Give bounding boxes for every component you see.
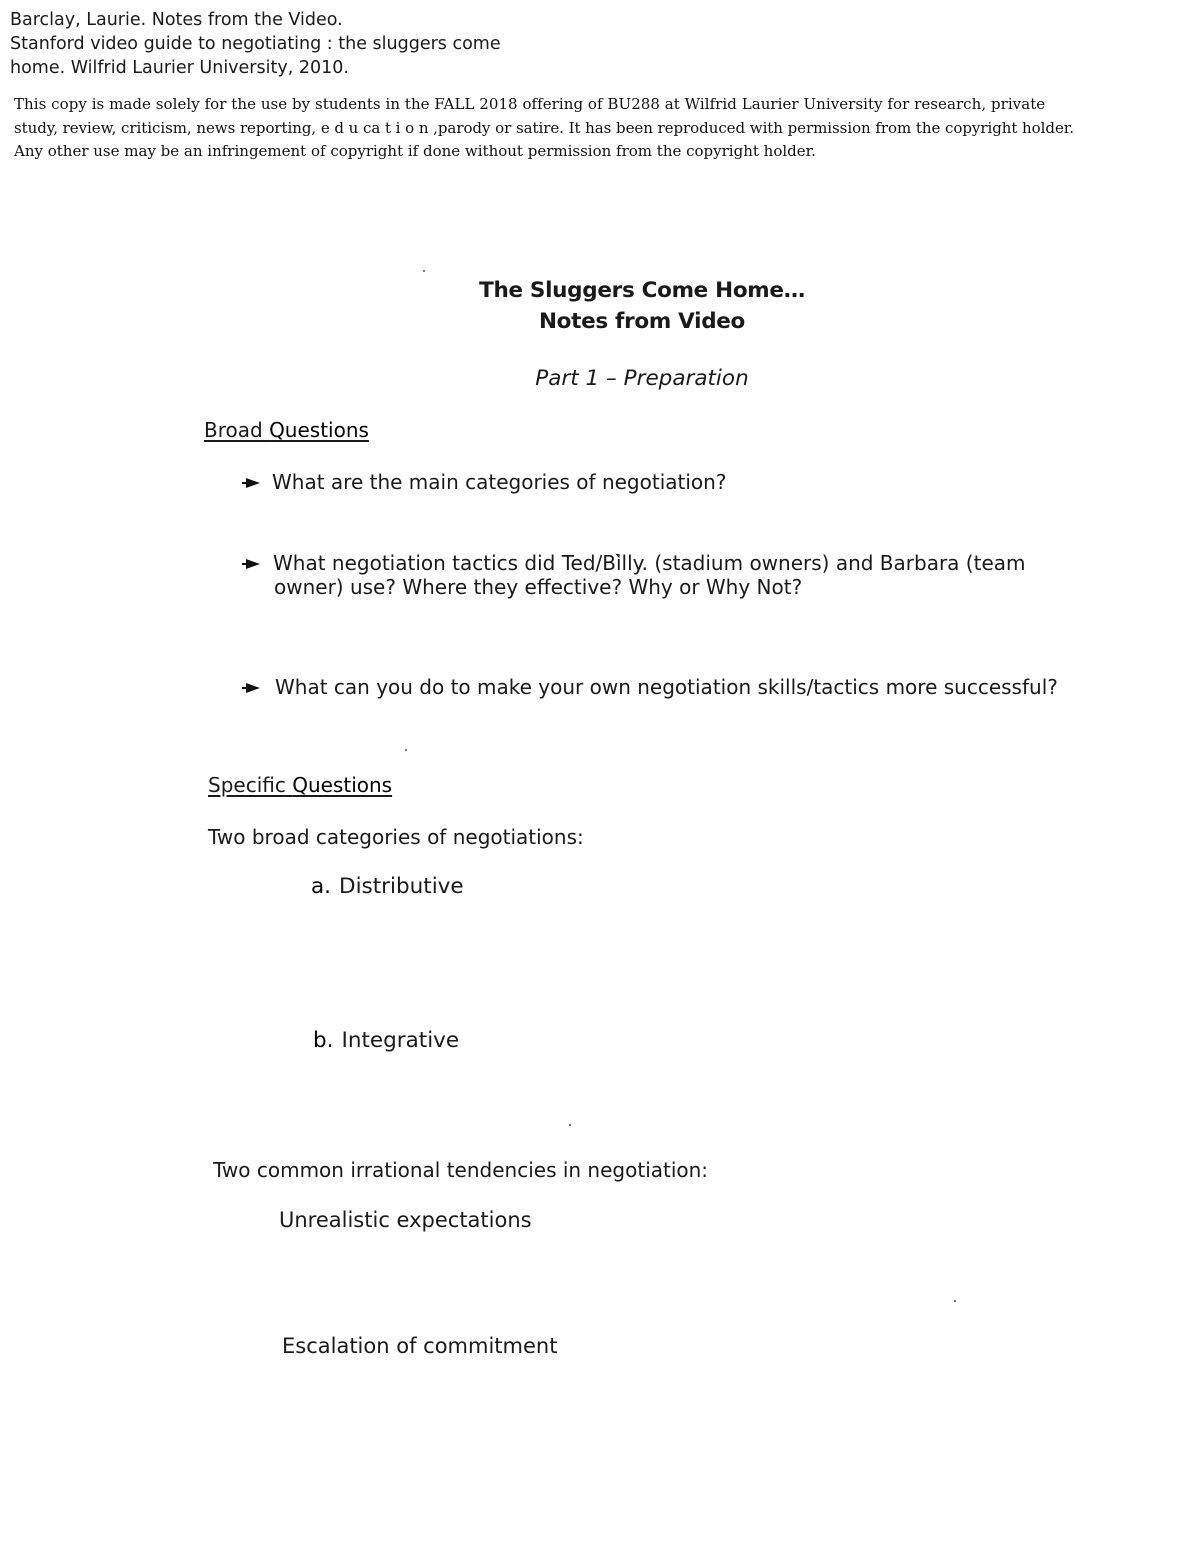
citation-line-3: home. Wilfrid Laurier University, 2010. [10, 58, 349, 78]
broad-question-3: What can you do to make your own negotiation skills/tactics more successful? [275, 675, 1058, 699]
scan-speck [954, 1300, 956, 1302]
page-title-line-2: Notes from Video [538, 309, 746, 334]
category-label: Distributive [339, 874, 464, 899]
citation-block [10, 8, 501, 80]
copyright-notice [14, 93, 1186, 164]
heading-prefix: Broad [204, 418, 270, 442]
broad-questions-heading [204, 418, 369, 442]
tendencies-intro: Two common irrational tendencies in negotiation: [213, 1158, 709, 1182]
page-title-line-1: The Sluggers Come Home… [479, 278, 805, 303]
citation-line-1: Barclay, Laurie. Notes from the Video. [10, 10, 343, 30]
categories-intro: Two broad categories of negotiations: [208, 825, 584, 849]
notice-line-1: This copy is made solely for the use by students in the FALL 2018 offering of BU288 at Wilfrid Laurier University for research, private [14, 95, 1046, 113]
specific-questions-heading [208, 773, 392, 797]
scan-speck [423, 270, 425, 272]
category-a [311, 874, 464, 899]
bullet-arrow-icon [246, 559, 260, 569]
category-b [313, 1028, 459, 1053]
broad-question-2-line-1: What negotiation tactics did Ted/Bi̇̀lly. (stadium owners) and Barbara (team [273, 551, 1026, 575]
heading-main: Questions [292, 773, 393, 797]
heading-prefix: Specific [208, 773, 293, 797]
citation-line-2: Stanford video guide to negotiating : the sluggers come [10, 34, 501, 54]
category-marker: a. [311, 874, 332, 899]
notice-line-2: study, review, criticism, news reporting, e d u ca t i o n ,parody or satire. It has been reproduced with permission from the copyright holder. [14, 118, 1074, 137]
bullet-arrow-icon [246, 478, 260, 488]
notice-line-3: Any other use may be an infringement of copyright if done without permission from the copyright holder. [14, 142, 816, 160]
scan-speck [569, 1124, 571, 1126]
part-heading: Part 1 – Preparation [535, 366, 749, 391]
category-label: Integrative [341, 1028, 460, 1053]
broad-question-1: What are the main categories of negotiation? [272, 470, 727, 494]
scan-speck [405, 749, 407, 751]
heading-main: Questions [269, 418, 369, 442]
tendency-2: Escalation of commitment [282, 1334, 558, 1358]
broad-question-2-line-2: owner) use? Where they effective? Why or Why Not? [274, 575, 803, 599]
bullet-arrow-icon [246, 683, 260, 693]
category-marker: b. [313, 1028, 334, 1053]
tendency-1: Unrealistic expectations [279, 1208, 532, 1232]
